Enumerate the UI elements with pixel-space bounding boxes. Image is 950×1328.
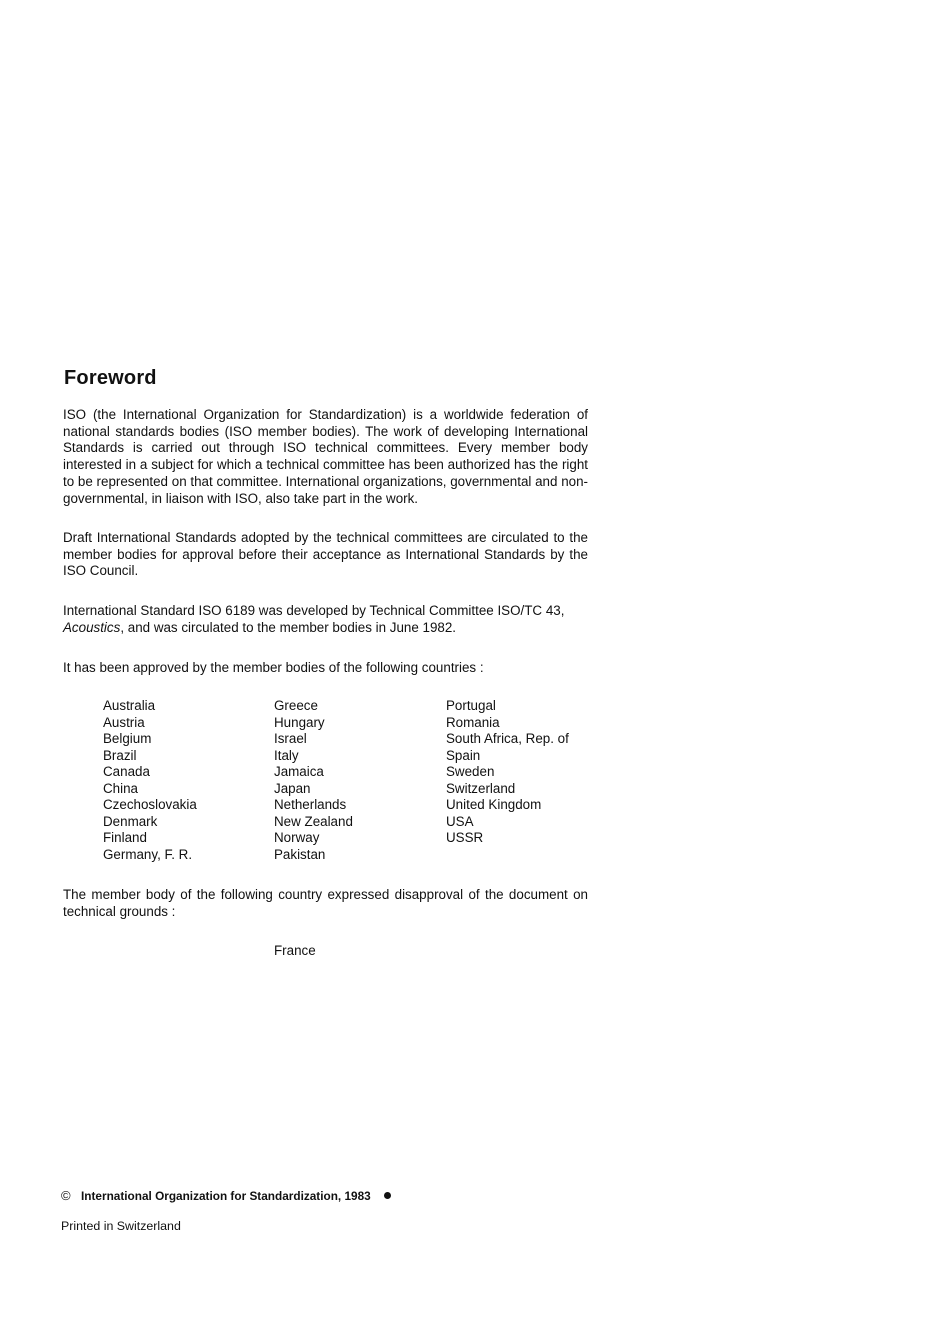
committee-name: Acoustics [63, 619, 121, 635]
country-list-item: China [103, 780, 138, 796]
disapproving-country: France [274, 943, 316, 958]
approving-countries-column-2 [274, 698, 353, 863]
approval-paragraph: It has been approved by the member bodies of the following countries : [63, 660, 484, 675]
country-list-item: Sweden [446, 764, 495, 779]
country-list-item: Switzerland [446, 780, 516, 796]
copyright-line [61, 1188, 391, 1203]
country-list-item: Italy [274, 747, 299, 763]
standard-development-text-start: International Standard ISO 6189 was developed by Technical Committee ISO/TC 43, [63, 603, 565, 618]
page-title: Foreword [64, 367, 157, 389]
country-list-item: Netherlands [274, 797, 347, 812]
country-list-item: Brazil [103, 747, 137, 763]
country-list-item: Czechoslovakia [103, 797, 197, 812]
country-list-item: Greece [274, 698, 318, 713]
country-list-item: Japan [274, 780, 311, 796]
standard-development-paragraph [63, 603, 588, 636]
approving-countries-column-3 [446, 698, 569, 847]
printed-location: Printed in Switzerland [61, 1219, 181, 1233]
country-list-item: USSR [446, 830, 484, 845]
country-list-item: Spain [446, 747, 481, 763]
bullet-icon [384, 1192, 391, 1199]
country-list-item: Israel [274, 731, 307, 746]
country-list-item: Canada [103, 764, 150, 779]
standard-development-text-end: , and was circulated to the member bodies in June 1982. [120, 619, 457, 635]
country-list-item: New Zealand [274, 813, 353, 829]
country-list-item: Portugal [446, 698, 496, 713]
copyright-icon: © [61, 1188, 71, 1203]
disapproval-paragraph: The member body of the following country expressed disapproval of the document on technical grounds : [63, 887, 588, 919]
copyright-text: International Organization for Standardization, 1983 [81, 1189, 371, 1203]
country-list-item: Romania [446, 714, 500, 730]
country-list-item: Finland [103, 830, 147, 845]
country-list-item: South Africa, Rep. of [446, 731, 569, 746]
country-list-item: Norway [274, 830, 320, 845]
country-list-item: Hungary [274, 714, 325, 730]
country-list-item: USA [446, 813, 474, 829]
country-list-item: Austria [103, 714, 145, 730]
country-list-item: Jamaica [274, 764, 324, 779]
country-list-item: Pakistan [274, 846, 326, 862]
iso-description-paragraph: ISO (the International Organization for Standardization) is a worldwide federation of national standards bodies (ISO member bodies). The work of developing International Standards is carried out through ISO technical committees. Every member body interested in a subject for which a technical committee has been authorized has the right to be represented on that committee. International organizations, governmental and non-governmental, in liaison with ISO, also take part in the work. [63, 407, 588, 506]
country-list-item: Germany, F. R. [103, 846, 193, 862]
country-list-item: Belgium [103, 731, 152, 746]
approving-countries-column-1 [103, 698, 197, 863]
country-list-item: Denmark [103, 813, 158, 829]
country-list-item: Australia [103, 698, 156, 713]
country-list-item: United Kingdom [446, 797, 542, 812]
draft-standards-paragraph: Draft International Standards adopted by the technical committees are circulated to the member bodies for approval before their acceptance as International Standards by the ISO Council. [63, 530, 588, 579]
